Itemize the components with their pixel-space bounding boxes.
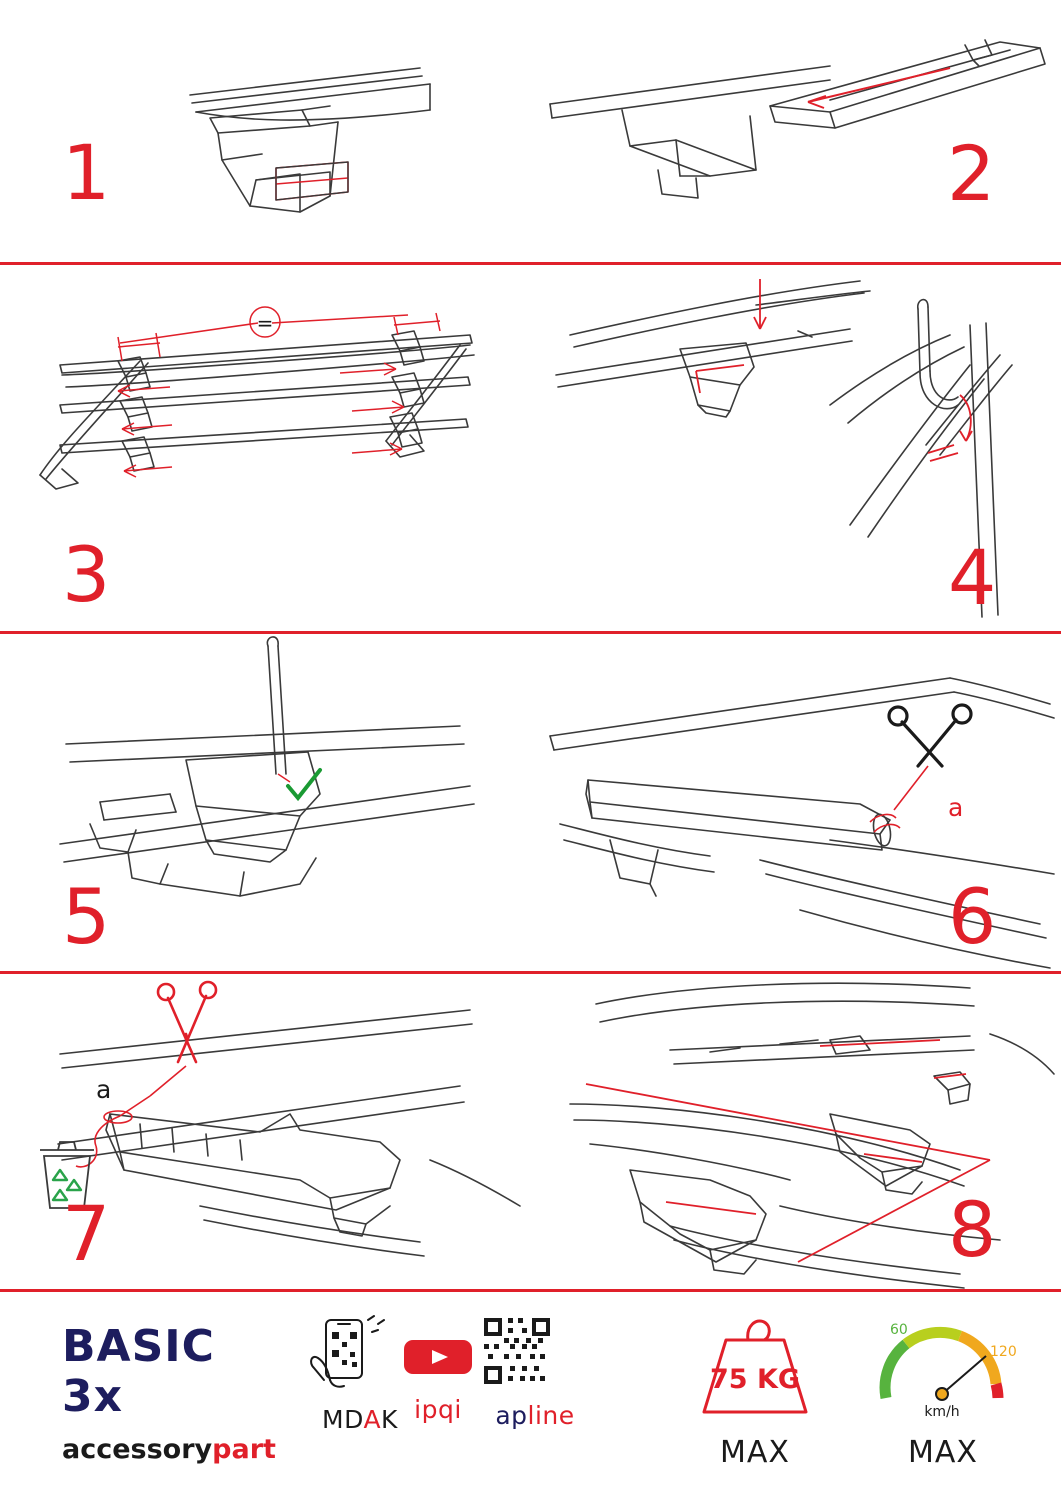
logo-apline[interactable] bbox=[470, 1314, 600, 1430]
speedometer-icon bbox=[858, 1306, 1028, 1424]
footer bbox=[0, 1292, 1061, 1500]
product-qty-text: x bbox=[93, 1371, 124, 1422]
step-panel-5 bbox=[0, 634, 530, 971]
qr-code-icon[interactable] bbox=[470, 1314, 600, 1388]
max-weight-block bbox=[660, 1308, 850, 1470]
brand-block bbox=[62, 1322, 292, 1465]
logo-mdak-label-part2: A bbox=[363, 1405, 382, 1434]
step-panel-8 bbox=[530, 974, 1061, 1289]
step-panel-4 bbox=[530, 265, 1061, 631]
speed-unit-label: km/h bbox=[924, 1404, 960, 1420]
speed-tick-60: 60 bbox=[890, 1322, 908, 1338]
step-panel-7 bbox=[0, 974, 530, 1289]
logo-apline-label bbox=[470, 1401, 600, 1430]
step-panel-6 bbox=[530, 634, 1061, 971]
step-number-6: 6 bbox=[948, 872, 997, 961]
step-number-4: 4 bbox=[948, 533, 997, 622]
step-panel-1 bbox=[0, 0, 530, 262]
part-a-label-7: a bbox=[96, 1075, 112, 1104]
logo-apline-label-part2: line bbox=[527, 1401, 575, 1430]
logo-mdak-label-part1: MD bbox=[322, 1405, 364, 1434]
step-number-2: 2 bbox=[947, 129, 996, 218]
speed-tick-120: 120 bbox=[990, 1344, 1017, 1360]
part-a-label-6: a bbox=[948, 793, 964, 822]
step-number-8: 8 bbox=[948, 1185, 997, 1274]
company-name-part1: accessory bbox=[62, 1434, 213, 1465]
step-number-1: 1 bbox=[62, 128, 111, 217]
step-number-7: 7 bbox=[62, 1189, 111, 1278]
logo-mdak-label-part3: K bbox=[381, 1405, 398, 1434]
logo-apline-label-part1: ap bbox=[495, 1401, 528, 1430]
step-panel-2 bbox=[530, 0, 1061, 262]
step-number-3: 3 bbox=[62, 530, 111, 619]
step-number-5: 5 bbox=[62, 872, 111, 961]
max-weight-value: 75 KG bbox=[709, 1364, 801, 1395]
company-name bbox=[62, 1434, 292, 1465]
product-name bbox=[62, 1322, 292, 1422]
equal-marker-label: = bbox=[256, 311, 274, 335]
max-speed-caption: MAX bbox=[908, 1435, 978, 1470]
company-name-part2: part bbox=[212, 1434, 276, 1465]
logo-ipqi-label: ipqi bbox=[414, 1395, 462, 1424]
max-speed-block bbox=[858, 1306, 1028, 1470]
max-weight-caption: MAX bbox=[720, 1435, 790, 1470]
product-name-text: BASIC 3 bbox=[62, 1321, 215, 1422]
step-panel-3 bbox=[0, 265, 530, 631]
weight-icon bbox=[660, 1308, 850, 1424]
